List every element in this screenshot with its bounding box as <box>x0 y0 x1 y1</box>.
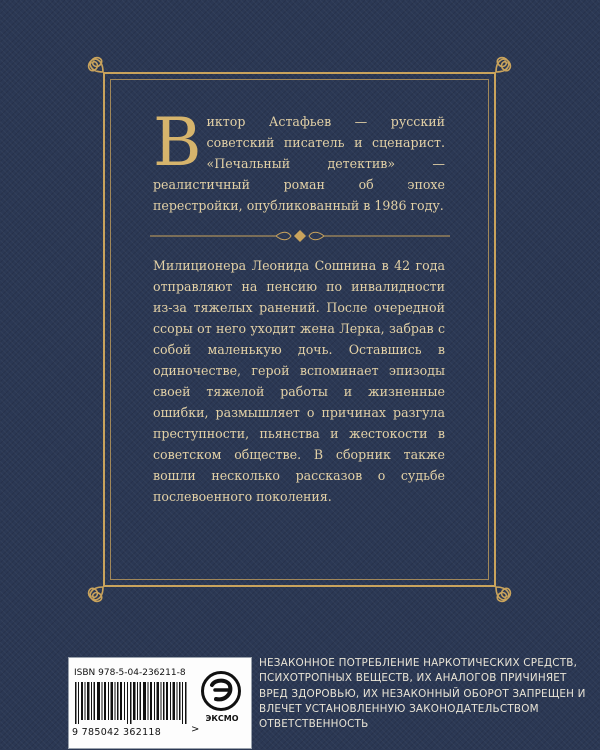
health-warning: НЕЗАКОННОЕ ПОТРЕБЛЕНИЕ НАРКОТИЧЕСКИХ СРЕДСТВ, ПСИХОТРОПНЫХ ВЕЩЕСТВ, ИХ АНАЛОГОВ ПРИЧИНЯЕТ ВРЕД ЗДОРОВЬЮ, ИХ НЕЗАКОННЫЙ ОБОРОТ ЗАПРЕЩЕН И ВЛЕЧЕТ УСТАНОВЛЕННУЮ ЗАКОНОДАТЕЛЬСТВОМ ОТВЕТСТВЕННОСТЬ <box>259 657 586 731</box>
ornament-corner-icon <box>476 52 516 92</box>
dropcap-letter: В <box>153 104 202 181</box>
eksmo-logo-icon <box>201 671 241 711</box>
ornament-corner-icon <box>83 567 123 607</box>
isbn-label: ISBN 978-5-04-236211-8 <box>74 668 186 678</box>
barcode-number: 9 785042 362118 <box>72 727 162 738</box>
barcode-icon <box>74 682 189 724</box>
barcode-arrow: > <box>191 724 200 735</box>
publisher-name: ЭКСМО <box>205 714 239 723</box>
ornament-corner-icon <box>476 567 516 607</box>
ornament-divider-icon <box>150 228 450 244</box>
intro-text: иктор Астафьев — русский советский писатель и сценарист. «Печальный детектив» — реалистичный роман об эпохе перестройки, опубликованный в 1986 году. <box>153 114 445 213</box>
author-intro <box>153 104 445 216</box>
ornament-corner-icon <box>83 52 123 92</box>
book-description: Милиционера Леонида Сошнина в 42 года отправляют на пенсию по инвалидности из-за тяжелых ранений. После очередной ссоры от него уходит жена Лерка, забрав с собой маленькую дочь. Оставшись в одиночестве, герой вспоминает эпизоды своей тяжелой работы и жизненные ошибки, размышляет о причинах разгула преступности, пьянства и жестокости в советском обществе. В сборник также вошли несколько рассказов о судьбе послевоенного поколения. <box>153 258 445 504</box>
